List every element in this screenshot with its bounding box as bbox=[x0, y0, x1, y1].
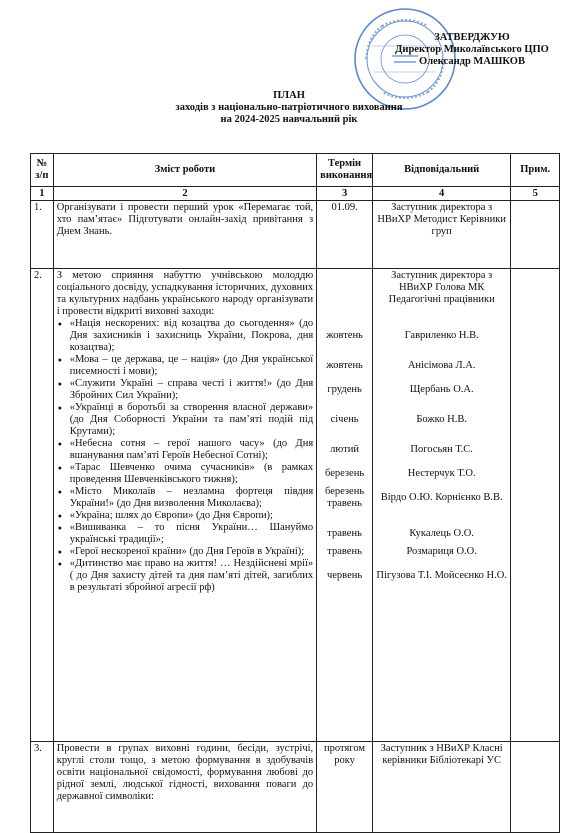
row-note bbox=[511, 742, 560, 833]
event-responsible: Божко Н.В. bbox=[416, 414, 467, 425]
row-term bbox=[317, 269, 373, 742]
event-responsible: Погосьян Т.С. bbox=[410, 444, 473, 455]
row-note bbox=[511, 269, 560, 742]
event-term: січень bbox=[330, 414, 359, 425]
event-item: ● «Дитинство має право на життя! … Нездійснені мрії» ( до Дня захисту дітей та дня пам’яті дітей, загиблих в результаті збройної агресії рф) bbox=[70, 558, 313, 594]
header-note: Прим. bbox=[511, 154, 560, 187]
title-line-3: на 2024-2025 навчальний рік bbox=[220, 114, 358, 125]
event-item: ● «Мова – це держава, це – нація» (до Дня української писемності і мови); bbox=[70, 354, 313, 378]
title-line-2: заходів з національно-патріотичного виховання bbox=[175, 102, 403, 113]
term-list bbox=[320, 270, 369, 594]
row-note bbox=[511, 201, 560, 269]
event-term: жовтень bbox=[326, 330, 363, 341]
responsible-list bbox=[376, 306, 507, 594]
event-term: лютий bbox=[330, 444, 359, 455]
event-term: березень bbox=[325, 468, 365, 479]
event-term: грудень bbox=[327, 384, 362, 395]
event-item: ● «Небесна сотня – герої нашого часу» (до Дня вшанування пам’яті Героїв Небесної Сотні); bbox=[70, 438, 313, 462]
row-content bbox=[53, 269, 316, 742]
event-item: ● «Нація нескорених: від козацтва до сьогодення» (до Дня захисників і захисниць України, Покрова, дня козацтва); bbox=[70, 318, 313, 354]
event-responsible: Анісімова Л.А. bbox=[407, 360, 476, 371]
row-number: 3. bbox=[31, 742, 54, 833]
plan-table bbox=[30, 153, 560, 833]
table-row bbox=[31, 201, 560, 269]
row-number: 1. bbox=[31, 201, 54, 269]
col-number: 4 bbox=[372, 187, 510, 201]
event-item: ● «Вишиванка – то пісня України… Шануймо українські традиції»; bbox=[70, 522, 313, 546]
header-content: Зміст роботи bbox=[53, 154, 316, 187]
event-list bbox=[57, 318, 313, 594]
event-item: ● «Герої нескореної країни» (до Дня Героїв в Україні); bbox=[70, 546, 313, 558]
event-item: ● «Тарас Шевченко очима сучасників» (в рамках проведення Шевченківського тижня); bbox=[70, 462, 313, 486]
row-term: 01.09. bbox=[317, 201, 373, 269]
row-term: протягом року bbox=[317, 742, 373, 833]
row-content: Провести в групах виховні години, бесіди, зустрічі, круглі столи тощо, з метою формування в здобувачів освіти національної свідомості, формування любові до рідної землі, людської гідності, виховання поваги до державної символіки: bbox=[53, 742, 316, 833]
event-item: ● «Україна; шлях до Європи» (до Дня Європи); bbox=[70, 510, 313, 522]
col-number: 2 bbox=[53, 187, 316, 201]
row-intro-responsible: Заступник директора з НВиХР Голова МК Педагогічні працівники bbox=[388, 270, 495, 305]
table-header-row bbox=[31, 154, 560, 187]
approval-block bbox=[372, 32, 572, 68]
header-num: № з/п bbox=[31, 154, 54, 187]
col-number: 1 bbox=[31, 187, 54, 201]
approval-position: Директор Миколаївського ЦПО bbox=[395, 44, 549, 55]
event-item: ● «Місто Миколаїв – незламна фортеця півдня України!» (до Дня визволення Миколаєва); bbox=[70, 486, 313, 510]
approval-heading: ЗАТВЕРДЖУЮ bbox=[434, 32, 510, 43]
header-responsible: Відповідальний bbox=[372, 154, 510, 187]
table-row bbox=[31, 269, 560, 742]
event-term: травень bbox=[327, 546, 362, 557]
event-item: ● «Українці в боротьбі за створення власної держави» (до Дня Соборності України та пам’яті подій під Крутами); bbox=[70, 402, 313, 438]
event-responsible: Кукалець О.О. bbox=[409, 528, 474, 539]
event-term: червень bbox=[326, 570, 363, 581]
row-intro: З метою сприяння набуттю учнівською молоддю соціального досвіду, успадкування історичних, духовних та культурних надбань українського народу організувати і провести відкриті виховні заходи: bbox=[56, 270, 314, 317]
event-term: березень травень bbox=[325, 486, 365, 509]
document-title bbox=[0, 90, 578, 126]
row-responsible: Заступник з НВиХР Класні керівники Бібліотекарі УС bbox=[372, 742, 510, 833]
row-number: 2. bbox=[31, 269, 54, 742]
event-responsible: Пігузова Т.І. Мойсеєнко Н.О. bbox=[376, 570, 507, 581]
event-responsible: Щербань О.А. bbox=[409, 384, 474, 395]
row-content: Організувати і провести перший урок «Перемагає той, хто пам’ятає» Підготувати онлайн-захід привітання з Днем Знань. bbox=[53, 201, 316, 269]
event-item: ● «Служити Україні – справа честі і життя!» (до Дня Збройних Сил України); bbox=[70, 378, 313, 402]
approval-signatory: Олександр МАШКОВ bbox=[419, 56, 525, 67]
column-number-row bbox=[31, 187, 560, 201]
event-responsible: Нестерчук Т.О. bbox=[407, 468, 476, 479]
event-responsible: Гавриленко Н.В. bbox=[404, 330, 479, 341]
header-term: Термін виконання bbox=[317, 154, 373, 187]
col-number: 5 bbox=[511, 187, 560, 201]
event-term: травень bbox=[327, 528, 362, 539]
col-number: 3 bbox=[317, 187, 373, 201]
event-responsible bbox=[376, 510, 507, 522]
row-responsible: Заступник директора з НВиХР Методист Керівники груп bbox=[372, 201, 510, 269]
table-row bbox=[31, 742, 560, 833]
event-term: жовтень bbox=[326, 360, 363, 371]
event-term bbox=[320, 510, 369, 522]
event-responsible: Розмариця О.О. bbox=[406, 546, 477, 557]
row-responsible bbox=[372, 269, 510, 742]
title-line-1: ПЛАН bbox=[273, 90, 305, 101]
event-responsible: Вірдо О.Ю. Корнієнко В.В. bbox=[380, 492, 503, 503]
